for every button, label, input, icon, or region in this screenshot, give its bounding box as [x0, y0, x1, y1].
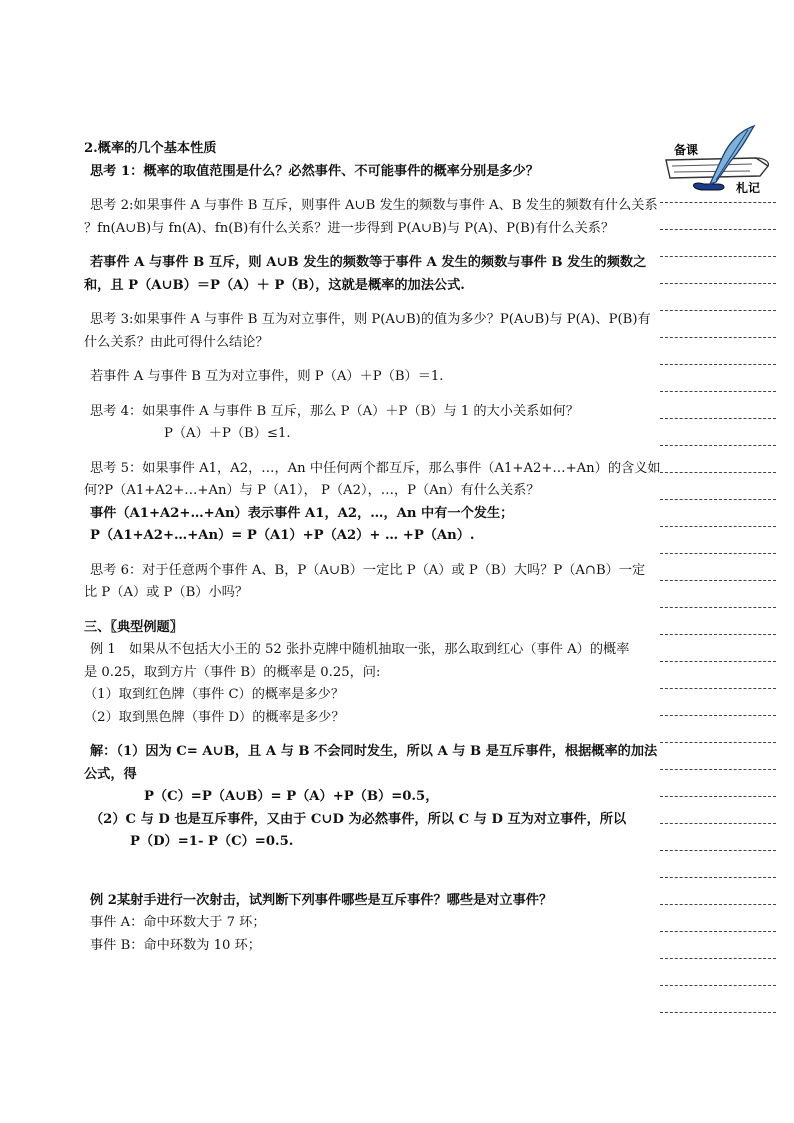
addition-rule-line2: 和，且 P（A∪B）＝P（A）＋ P（B），这就是概率的加法公式.: [84, 277, 465, 293]
think6-line2: 比 P（A）或 P（B）小吗？: [84, 585, 249, 600]
solution-line2: 公式，得: [84, 766, 137, 782]
think5-answer2: P（A1+A2+…+An）= P（A1）+P（A2）+ … +P（An）.: [90, 528, 475, 543]
note-line: [660, 1012, 776, 1013]
note-line: [660, 715, 776, 716]
think2-line1: 思考 2:如果事件 A 与事件 B 互斥，则事件 A∪B 发生的频数与事件 A、B 发生的频数有什么关系: [90, 198, 658, 213]
note-line: [660, 283, 776, 284]
addition-rule-line1: 若事件 A 与事件 B 互斥，则 A∪B 发生的频数等于事件 A 发生的频数与事件 B 发生的频数之: [90, 255, 647, 270]
note-line: [660, 364, 776, 365]
main-content: [84, 138, 661, 957]
quill-notes-icon: [660, 122, 776, 196]
think5-answer1: 事件（A1+A2+…+An）表示事件 A1，A2，…，An 中有一个发生；: [90, 505, 514, 521]
note-line: [660, 850, 776, 851]
note-line: [660, 445, 776, 446]
example2-line1: 例 2某射手进行一次射击，试判断下列事件哪些是互斥事件？哪些是对立事件？: [90, 892, 553, 908]
note-line: [660, 310, 776, 311]
section3-title: 三、〖典型例题〗: [84, 619, 183, 635]
think3-line1: 思考 3:如果事件 A 与事件 B 互为对立事件，则 P(A∪B)的值为多少？P(A∪B)与 P(A)、P(B)有: [90, 312, 651, 327]
note-line: [660, 499, 776, 500]
solution-line3: P（C）=P（A∪B）= P（A）+P（B）=0.5，: [144, 789, 439, 804]
note-line: [660, 985, 776, 986]
note-line: [660, 688, 776, 689]
example1-question2: （2）取到黑色牌（事件 D）的概率是多少？: [84, 709, 345, 725]
complement-rule: 若事件 A 与事件 B 互为对立事件，则 P（A）＋P（B）＝1.: [90, 369, 444, 384]
solution-line1: 解：（1）因为 C= A∪B，且 A 与 B 不会同时发生，所以 A 与 B 是互斥事件，根据概率的加法: [90, 744, 658, 759]
think1-text: 思考 1：概率的取值范围是什么？必然事件、不可能事件的概率分别是多少？: [90, 163, 539, 179]
note-line: [660, 904, 776, 905]
think2-line2: ？fn(A∪B)与 fn(A)、fn(B)有什么关系？进一步得到 P(A∪B)与 P(A)、P(B)有什么关系？: [84, 220, 615, 236]
example1-line1: 例 1 如果从不包括大小王的 52 张扑克牌中随机抽取一张，那么取到红心（事件 A）的概率: [90, 642, 630, 657]
section-title: 2.概率的几个基本性质: [84, 141, 217, 156]
think3-line2: 什么关系？由此可得什么结论？: [84, 334, 269, 350]
example2-event-a: 事件 A：命中环数大于 7 环；: [90, 915, 266, 930]
note-line: [660, 769, 776, 770]
note-line: [660, 580, 776, 581]
example2-event-b: 事件 B：命中环数为 10 环；: [90, 937, 261, 953]
note-line: [660, 796, 776, 797]
note-line: [660, 661, 776, 662]
note-line: [660, 202, 776, 203]
sidebar-label-top: 备课: [674, 143, 699, 157]
solution-line4: （2）C 与 D 也是互斥事件，又由于 C∪D 为必然事件，所以 C 与 D 互为对立事件，所以: [90, 811, 627, 827]
note-line: [660, 634, 776, 635]
note-line: [660, 877, 776, 878]
sidebar-label-bottom: 札记: [736, 181, 761, 195]
note-line: [660, 229, 776, 230]
note-line: [660, 337, 776, 338]
note-line: [660, 472, 776, 473]
note-line: [660, 526, 776, 527]
think5-line2: 何?P（A1+A2+…+An）与 P（A1）， P（A2），…，P（An）有什么关系？: [84, 483, 540, 498]
note-line: [660, 553, 776, 554]
note-line: [660, 256, 776, 257]
solution-line5: P（D）=1- P（C）=0.5.: [130, 834, 294, 849]
example1-question1: （1）取到红色牌（事件 C）的概率是多少？: [84, 687, 345, 702]
think5-line1: 思考 5：如果事件 A1，A2，…，An 中任何两个都互斥，那么事件（A1+A2+…+An）的含义如: [90, 460, 661, 476]
think4-text: 思考 4：如果事件 A 与事件 B 互斥，那么 P（A）＋P（B）与 1 的大小关系如何？: [90, 403, 579, 419]
example1-line2: 是 0.25，取到方片（事件 B）的概率是 0.25，问:: [84, 664, 381, 680]
note-line: [660, 958, 776, 959]
note-line: [660, 742, 776, 743]
note-line: [660, 823, 776, 824]
note-line: [660, 391, 776, 392]
note-line: [660, 607, 776, 608]
think6-line1: 思考 6：对于任意两个事件 A、B，P（A∪B）一定比 P（A）或 P（B）大吗？P（A∩B）一定: [90, 562, 646, 578]
note-line: [660, 931, 776, 932]
note-line: [660, 418, 776, 419]
think4-answer: P（A）＋P（B）≤1.: [164, 426, 291, 441]
